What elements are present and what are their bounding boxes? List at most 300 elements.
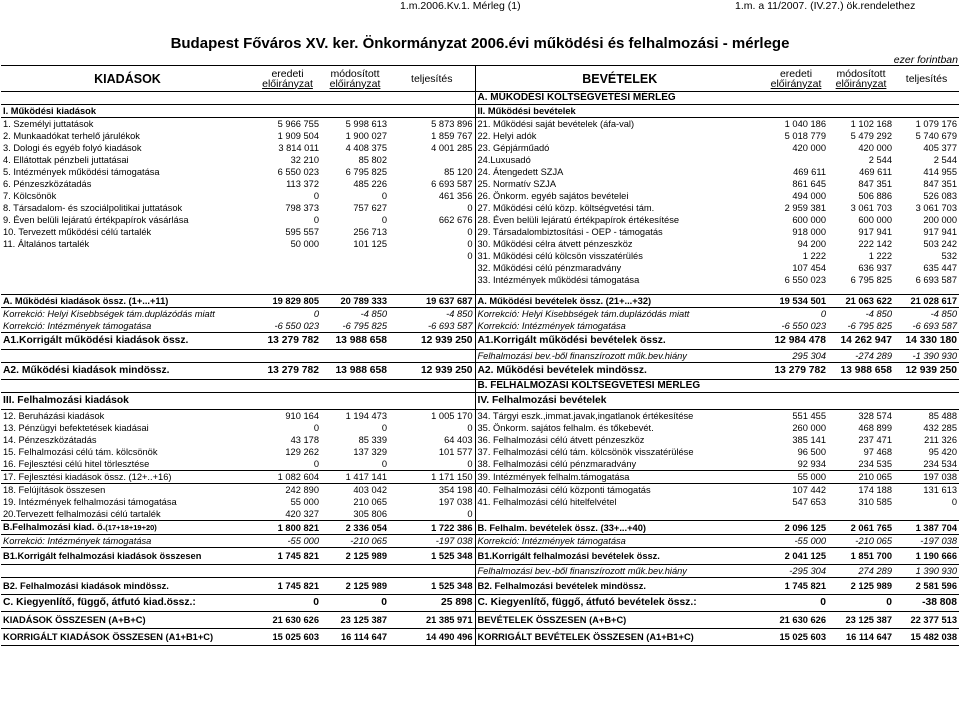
revenue-original: 19 534 501 bbox=[764, 295, 828, 308]
revenue-label: B1.Korrigált felhalmozási bevételek össz. bbox=[475, 548, 764, 565]
expense-actual: 1 005 170 bbox=[431, 411, 473, 421]
table-row bbox=[1, 250, 959, 262]
expense-label: 1. Személyi juttatások bbox=[3, 119, 94, 129]
revenue-actual: 3 061 703 bbox=[915, 203, 957, 213]
expense-modified: 5 998 613 bbox=[345, 119, 387, 129]
revenue-label: 32. Működési célú pénzmaradvány bbox=[475, 262, 764, 274]
spacer-cell bbox=[254, 286, 321, 295]
revenue-label: 35. Önkorm. sajátos felhalm. és tőkebevét. bbox=[475, 422, 764, 434]
expense-label: 14. Pénzeszközátadás bbox=[3, 435, 97, 445]
revenue-actual bbox=[894, 508, 959, 521]
expense-original bbox=[254, 274, 321, 286]
expense-original: 0 bbox=[254, 595, 321, 612]
revenue-original: 2 959 381 bbox=[784, 203, 826, 213]
revenue-original: 96 500 bbox=[797, 447, 826, 457]
revenue-actual: 234 534 bbox=[923, 459, 957, 469]
revenue-original: 260 000 bbox=[792, 423, 826, 433]
revenue-modified: 2 544 bbox=[868, 155, 892, 165]
col-header-actual-rev: teljesítés bbox=[894, 66, 959, 92]
revenue-actual: 85 488 bbox=[928, 411, 957, 421]
expense-label: 20.Tervezett felhalmozási célú tartalék bbox=[3, 509, 161, 519]
revenue-label: 29. Társadalombiztosítási - OEP - támogatás bbox=[475, 226, 764, 238]
revenue-label: 36. Felhalmozási célú átvett pénzeszköz bbox=[475, 434, 764, 446]
revenue-label: Felhalmozási bev.-ből finanszírozott műk.bev.hiány bbox=[475, 565, 764, 578]
revenue-modified: -274 289 bbox=[855, 351, 892, 361]
revenue-actual bbox=[894, 393, 959, 410]
revenue-modified: -6 795 825 bbox=[828, 320, 894, 333]
expense-label: Korrekció: Intézmények támogatása bbox=[1, 535, 254, 548]
expense-original bbox=[254, 105, 321, 118]
revenue-actual: 526 083 bbox=[923, 191, 957, 201]
expense-actual bbox=[389, 350, 475, 363]
revenue-label: II. Működési bevételek bbox=[475, 105, 764, 118]
table-row bbox=[1, 578, 959, 595]
revenue-modified: 917 941 bbox=[858, 227, 892, 237]
expense-actual: 64 403 bbox=[444, 435, 473, 445]
revenue-modified: 274 289 bbox=[828, 565, 894, 578]
balance-table bbox=[1, 65, 959, 646]
revenue-original: 107 442 bbox=[792, 485, 826, 495]
revenue-label: Felhalmozási bev.-ből finanszírozott műk.bev.hiány bbox=[475, 350, 764, 363]
expense-label: A. Működési kiadások össz. (1+...+11) bbox=[1, 295, 254, 308]
expense-modified: 137 329 bbox=[353, 447, 387, 457]
revenue-original: 1 745 821 bbox=[764, 578, 828, 595]
table-row bbox=[1, 629, 959, 646]
table-row bbox=[1, 612, 959, 629]
expense-original: 798 373 bbox=[285, 203, 319, 213]
revenue-modified: 636 937 bbox=[858, 263, 892, 273]
revenue-actual: -38 808 bbox=[894, 595, 959, 612]
expense-label: Korrekció: Helyi Kisebbségek tám.duplázódás miatt bbox=[3, 309, 215, 319]
expense-label: KIADÁSOK ÖSSZESEN (A+B+C) bbox=[1, 612, 254, 629]
expense-original: -6 550 023 bbox=[254, 320, 321, 333]
document-reference: 1.m.2006.Kv.1. Mérleg (1) bbox=[400, 0, 521, 12]
expense-label: 16. Fejlesztési célú hitel törlesztése bbox=[3, 459, 150, 469]
expense-original: 1 745 821 bbox=[254, 578, 321, 595]
expense-label: 19. Intézmények felhalmozási támogatása bbox=[3, 497, 177, 507]
revenue-label: Korrekció: Helyi Kisebbségek tám.duplázódás miatt bbox=[475, 308, 764, 321]
expense-original bbox=[254, 262, 321, 274]
expense-label: 4. Ellátottak pénzbeli juttatásai bbox=[3, 155, 129, 165]
expense-actual: 101 577 bbox=[438, 447, 473, 457]
revenue-original: 547 653 bbox=[792, 497, 826, 507]
expense-modified: 85 339 bbox=[358, 435, 387, 445]
expense-label: A2. Működési kiadások mindössz. bbox=[1, 363, 254, 380]
expense-modified bbox=[321, 105, 389, 118]
table-row bbox=[1, 484, 959, 497]
table-row bbox=[1, 410, 959, 423]
spacer-cell bbox=[475, 286, 764, 295]
page-title: Budapest Főváros XV. ker. Önkormányzat 2006.évi működési és felhalmozási - mérlege bbox=[170, 35, 790, 52]
table-row bbox=[1, 190, 959, 202]
expense-actual: 0 bbox=[467, 459, 473, 469]
revenue-modified: 210 065 bbox=[828, 471, 894, 484]
revenue-label bbox=[475, 508, 764, 521]
expense-actual: 0 bbox=[467, 227, 473, 237]
revenue-label: A1.Korrigált működési bevételek össz. bbox=[475, 333, 764, 350]
expenses-header: KIADÁSOK bbox=[1, 66, 254, 92]
expense-label: 11. Általános tartalék bbox=[3, 239, 90, 249]
revenue-original: 2 041 125 bbox=[764, 548, 828, 565]
expense-modified: 16 114 647 bbox=[321, 629, 389, 646]
expense-label: 9. Éven belüli lejáratú értékpapírok vásárlása bbox=[3, 215, 189, 225]
expense-actual: 19 637 687 bbox=[389, 295, 475, 308]
revenue-label: 23. Gépjárműadó bbox=[475, 142, 764, 154]
expense-modified: 13 988 658 bbox=[321, 333, 389, 350]
revenue-actual: 847 351 bbox=[923, 179, 957, 189]
revenue-modified: 16 114 647 bbox=[828, 629, 894, 646]
expense-actual bbox=[389, 393, 475, 410]
spacer-cell bbox=[389, 286, 475, 295]
revenue-modified: 222 142 bbox=[858, 239, 892, 249]
revenue-actual: 2 544 bbox=[933, 155, 957, 165]
revenue-original: 469 611 bbox=[793, 167, 826, 177]
expense-actual bbox=[389, 565, 475, 578]
revenue-modified: 3 061 703 bbox=[850, 203, 892, 213]
expense-actual: 5 873 896 bbox=[431, 119, 473, 129]
expense-modified: 1 194 473 bbox=[345, 411, 387, 421]
table-row bbox=[1, 535, 959, 548]
col-header-actual: teljesítés bbox=[389, 66, 475, 92]
top-reference-line bbox=[0, 0, 960, 13]
section-spacer bbox=[1, 380, 475, 393]
expense-original: 13 279 782 bbox=[254, 333, 321, 350]
revenue-actual: 1 079 176 bbox=[915, 119, 957, 129]
expense-original: 0 bbox=[313, 215, 319, 225]
revenue-actual: 414 955 bbox=[923, 167, 957, 177]
revenue-modified: 21 063 622 bbox=[828, 295, 894, 308]
revenue-modified: 0 bbox=[828, 595, 894, 612]
revenue-modified: 1 222 bbox=[868, 251, 892, 261]
revenue-original: 92 934 bbox=[797, 459, 826, 469]
expense-actual: 0 bbox=[467, 509, 473, 519]
revenue-modified: 14 262 947 bbox=[828, 333, 894, 350]
table-row bbox=[1, 393, 959, 410]
revenue-label: B2. Felhalmozási bevételek mindössz. bbox=[475, 578, 764, 595]
revenue-actual: 197 038 bbox=[894, 471, 959, 484]
expense-actual: 85 120 bbox=[444, 167, 473, 177]
expense-original: 0 bbox=[313, 191, 319, 201]
expense-modified: 0 bbox=[321, 595, 389, 612]
expense-label: A1.Korrigált működési kiadások össz. bbox=[1, 333, 254, 350]
section-title: A. MŰKÖDÉSI KÖLTSÉGVETÉSI MÉRLEG bbox=[475, 92, 959, 105]
expense-original: 5 966 755 bbox=[277, 119, 319, 129]
expense-original bbox=[254, 565, 321, 578]
expense-actual bbox=[389, 262, 475, 274]
revenue-label: Korrekció: Intézmények támogatása bbox=[475, 535, 764, 548]
expense-modified: -6 795 825 bbox=[321, 320, 389, 333]
expense-label: 3. Dologi és egyéb folyó kiadások bbox=[3, 143, 142, 153]
expense-modified: 1 417 141 bbox=[321, 471, 389, 484]
spacer-cell bbox=[828, 286, 894, 295]
expense-modified: 85 802 bbox=[358, 155, 387, 165]
expense-modified: 2 125 989 bbox=[321, 548, 389, 565]
expense-original: 32 210 bbox=[290, 155, 319, 165]
revenue-actual: -1 390 930 bbox=[912, 351, 957, 361]
expense-label bbox=[1, 262, 254, 274]
expense-label: Korrekció: Intézmények támogatása bbox=[1, 320, 254, 333]
revenue-original: 55 000 bbox=[764, 471, 828, 484]
revenue-actual: 2 581 596 bbox=[894, 578, 959, 595]
section-title-row bbox=[1, 92, 959, 105]
revenue-original: 385 141 bbox=[792, 435, 826, 445]
revenue-actual: -6 693 587 bbox=[894, 320, 959, 333]
table-row bbox=[1, 350, 959, 363]
section-spacer bbox=[1, 92, 475, 105]
revenue-modified: 234 535 bbox=[858, 459, 892, 469]
expense-actual: 12 939 250 bbox=[389, 363, 475, 380]
revenue-label: 27. Működési célú közp. költségvetési tám. bbox=[475, 202, 764, 214]
table-row bbox=[1, 178, 959, 190]
revenue-modified: 174 188 bbox=[858, 485, 892, 495]
revenue-modified: 237 471 bbox=[858, 435, 892, 445]
expense-label: 12. Beruházási kiadások bbox=[3, 411, 105, 421]
revenue-original bbox=[764, 105, 828, 118]
revenue-label: 24. Átengedett SZJA bbox=[475, 166, 764, 178]
expense-label: C. Kiegyenlítő, függő, átfutó kiad.össz.: bbox=[1, 595, 254, 612]
revenue-original: 0 bbox=[820, 309, 826, 319]
revenue-actual: 21 028 617 bbox=[894, 295, 959, 308]
revenue-original: 21 630 626 bbox=[764, 612, 828, 629]
expense-actual: 1 525 348 bbox=[389, 548, 475, 565]
table-row bbox=[1, 274, 959, 286]
revenue-actual bbox=[894, 105, 959, 118]
revenue-actual: -197 038 bbox=[894, 535, 959, 548]
expense-actual: 0 bbox=[467, 251, 473, 261]
revenue-label: 25. Normatív SZJA bbox=[475, 178, 764, 190]
expense-actual: -4 850 bbox=[446, 309, 473, 319]
expense-original: 242 890 bbox=[285, 485, 319, 495]
revenue-actual: 12 939 250 bbox=[894, 363, 959, 380]
revenue-modified bbox=[828, 508, 894, 521]
expense-actual: 14 490 496 bbox=[389, 629, 475, 646]
revenue-modified: 2 061 765 bbox=[828, 521, 894, 535]
expense-actual: 0 bbox=[467, 423, 473, 433]
expense-label: 7. Kölcsönök bbox=[3, 191, 57, 201]
expense-original: 50 000 bbox=[290, 239, 319, 249]
revenue-actual: 1 390 930 bbox=[894, 565, 959, 578]
expense-original: 1 082 604 bbox=[254, 471, 321, 484]
revenue-label: 33. Intézmények működési támogatása bbox=[475, 274, 764, 286]
revenue-actual: 0 bbox=[951, 497, 957, 507]
table-row bbox=[1, 238, 959, 250]
revenue-actual: 6 693 587 bbox=[915, 275, 957, 285]
expense-original: 13 279 782 bbox=[254, 363, 321, 380]
expense-modified bbox=[321, 565, 389, 578]
col-header-original-rev: eredeti előirányzat bbox=[764, 66, 828, 92]
revenue-original: 420 000 bbox=[792, 143, 826, 153]
revenue-actual: 131 613 bbox=[923, 485, 957, 495]
col-header-original: eredeti előirányzat bbox=[254, 66, 321, 92]
expense-original: 15 025 603 bbox=[254, 629, 321, 646]
table-row bbox=[1, 434, 959, 446]
revenue-original: 94 200 bbox=[797, 239, 826, 249]
expense-modified: 101 125 bbox=[353, 239, 387, 249]
table-row bbox=[1, 142, 959, 154]
revenue-original: 295 304 bbox=[792, 351, 826, 361]
expense-original: 420 327 bbox=[285, 509, 319, 519]
expense-modified: 305 806 bbox=[353, 509, 387, 519]
expense-actual bbox=[389, 154, 475, 166]
revenue-original: 107 454 bbox=[792, 263, 826, 273]
revenue-modified: 328 574 bbox=[858, 411, 892, 421]
revenue-original: 12 984 478 bbox=[764, 333, 828, 350]
revenue-original: 13 279 782 bbox=[764, 363, 828, 380]
expense-modified: 485 226 bbox=[353, 179, 387, 189]
expense-original: 0 bbox=[313, 309, 319, 319]
revenue-modified: 1 102 168 bbox=[850, 119, 892, 129]
expense-label bbox=[1, 565, 254, 578]
table-row bbox=[1, 262, 959, 274]
expense-label: KORRIGÁLT KIADÁSOK ÖSSZESEN (A1+B1+C) bbox=[1, 629, 254, 646]
expense-actual: 25 898 bbox=[389, 595, 475, 612]
expense-original: 3 814 011 bbox=[278, 143, 319, 153]
table-row bbox=[1, 595, 959, 612]
expense-original: 0 bbox=[313, 423, 319, 433]
revenue-actual: 432 285 bbox=[923, 423, 957, 433]
expense-actual: 1 722 386 bbox=[389, 521, 475, 535]
revenue-modified: 97 468 bbox=[863, 447, 892, 457]
revenue-actual: 635 447 bbox=[923, 263, 957, 273]
table-row bbox=[1, 214, 959, 226]
table-row bbox=[1, 105, 959, 118]
revenue-original: -295 304 bbox=[764, 565, 828, 578]
revenue-actual: 1 387 704 bbox=[894, 521, 959, 535]
expense-label bbox=[1, 250, 254, 262]
revenue-actual: 200 000 bbox=[923, 215, 957, 225]
table-row bbox=[1, 363, 959, 380]
expense-label: 8. Társadalom- és szociálpolitikai juttatások bbox=[3, 203, 183, 213]
table-row bbox=[1, 422, 959, 434]
table-row bbox=[1, 226, 959, 238]
table-row bbox=[1, 471, 959, 484]
expense-actual: 21 385 971 bbox=[389, 612, 475, 629]
revenue-actual: 503 242 bbox=[923, 239, 957, 249]
revenue-original: 1 040 186 bbox=[784, 119, 826, 129]
revenue-actual: 405 377 bbox=[923, 143, 957, 153]
revenue-actual: 211 326 bbox=[924, 435, 957, 445]
revenue-actual: 917 941 bbox=[923, 227, 957, 237]
revenue-label: A2. Működési bevételek mindössz. bbox=[475, 363, 764, 380]
expense-modified bbox=[321, 274, 389, 286]
revenue-original: 15 025 603 bbox=[764, 629, 828, 646]
table-row bbox=[1, 118, 959, 131]
expense-modified: 6 795 825 bbox=[345, 167, 387, 177]
expense-label bbox=[1, 350, 254, 363]
revenue-modified: 5 479 292 bbox=[850, 131, 892, 141]
revenue-label: Korrekció: Intézmények támogatása bbox=[475, 320, 764, 333]
revenue-label: 24.Luxusadó bbox=[475, 154, 764, 166]
expense-label: B.Felhalmozási kiad. ö.(17+18+19+20) bbox=[1, 521, 254, 535]
revenue-label: 41. Felhalmozási célú hitelfelvétel bbox=[475, 496, 764, 508]
revenue-original: 861 645 bbox=[792, 179, 826, 189]
revenue-actual: 14 330 180 bbox=[894, 333, 959, 350]
table-row bbox=[1, 508, 959, 521]
table-row bbox=[1, 565, 959, 578]
expense-label: 15. Felhalmozási célú tám. kölcsönök bbox=[3, 447, 158, 457]
spacer-cell bbox=[894, 286, 959, 295]
revenue-modified bbox=[828, 105, 894, 118]
revenue-original bbox=[764, 393, 828, 410]
revenue-modified: 23 125 387 bbox=[828, 612, 894, 629]
revenue-original: 5 018 779 bbox=[784, 131, 826, 141]
table-header-row bbox=[1, 66, 959, 92]
revenue-modified bbox=[828, 393, 894, 410]
expense-label: 17. Fejlesztési kiadások össz. (12+..+16) bbox=[1, 471, 254, 484]
expense-actual: 197 038 bbox=[438, 497, 473, 507]
revenue-modified: 469 611 bbox=[859, 167, 892, 177]
expense-label: 13. Pénzügyi befektetések kiadásai bbox=[3, 423, 149, 433]
revenue-label: 37. Felhalmozási célú tám. kölcsönök visszatérülése bbox=[475, 446, 764, 458]
col-header-modified-rev: módosított előirányzat bbox=[828, 66, 894, 92]
revenue-label: 40. Felhalmozási célú központi támogatás bbox=[475, 484, 764, 497]
revenue-modified: 600 000 bbox=[858, 215, 892, 225]
expense-original: 910 164 bbox=[285, 411, 319, 421]
revenue-modified: 2 125 989 bbox=[828, 578, 894, 595]
revenue-original bbox=[764, 508, 828, 521]
table-row bbox=[1, 130, 959, 142]
spacer-row bbox=[1, 286, 959, 295]
revenue-label: 38. Felhalmozási célú pénzmaradvány bbox=[475, 458, 764, 471]
revenue-original: 6 550 023 bbox=[784, 275, 826, 285]
expense-modified: 0 bbox=[381, 215, 387, 225]
revenue-label: IV. Felhalmozási bevételek bbox=[475, 393, 764, 410]
revenue-label: 21. Működési saját bevételek (áfa-val) bbox=[475, 118, 764, 131]
expense-actual: -197 038 bbox=[389, 535, 475, 548]
revenue-label: 34. Tárgyi eszk.,immat.javak,ingatlanok értékesítése bbox=[475, 410, 764, 423]
revenue-label: 30. Működési célra átvett pénzeszköz bbox=[475, 238, 764, 250]
expense-label: 10. Tervezett működési célú tartalék bbox=[3, 227, 152, 237]
expense-modified: 210 065 bbox=[353, 497, 387, 507]
section-title-row bbox=[1, 380, 959, 393]
table-row bbox=[1, 333, 959, 350]
expense-modified bbox=[321, 250, 389, 262]
expense-label: 5. Intézmények működési támogatása bbox=[3, 167, 160, 177]
expense-modified: 23 125 387 bbox=[321, 612, 389, 629]
revenue-modified: -210 065 bbox=[828, 535, 894, 548]
revenue-modified: -4 850 bbox=[865, 309, 892, 319]
expense-original: 6 550 023 bbox=[277, 167, 319, 177]
revenue-original: 494 000 bbox=[792, 191, 826, 201]
table-row bbox=[1, 548, 959, 565]
table-row bbox=[1, 166, 959, 178]
expense-original: 113 372 bbox=[286, 179, 319, 189]
expense-original: 0 bbox=[313, 459, 319, 469]
revenue-actual: 22 377 513 bbox=[894, 612, 959, 629]
expense-original: 43 178 bbox=[290, 435, 319, 445]
expense-actual: 0 bbox=[467, 239, 473, 249]
section-title: B. FELHALMOZÁSI KÖLTSÉGVETÉSI MÉRLEG bbox=[475, 380, 959, 393]
expense-original: 595 557 bbox=[285, 227, 319, 237]
revenues-header: BEVÉTELEK bbox=[475, 66, 764, 92]
revenue-actual: 15 482 038 bbox=[894, 629, 959, 646]
expense-modified: 0 bbox=[381, 423, 387, 433]
expense-actual: 4 001 285 bbox=[431, 143, 473, 153]
expense-label: 6. Pénzeszközátadás bbox=[3, 179, 92, 189]
col-header-modified: módosított előirányzat bbox=[321, 66, 389, 92]
expense-modified: 20 789 333 bbox=[321, 295, 389, 308]
revenue-original: 551 455 bbox=[792, 411, 826, 421]
expense-actual: 354 198 bbox=[438, 485, 473, 495]
table-row bbox=[1, 308, 959, 321]
revenue-label: 26. Önkorm. egyéb sajátos bevételei bbox=[475, 190, 764, 202]
revenue-actual: 532 bbox=[941, 251, 957, 261]
table-row bbox=[1, 458, 959, 471]
expense-modified: 4 408 375 bbox=[345, 143, 387, 153]
revenue-label: 28. Éven belüli lejáratú értékpapírok értékesítése bbox=[475, 214, 764, 226]
revenue-label: 22. Helyi adók bbox=[475, 130, 764, 142]
revenue-original: 2 096 125 bbox=[764, 521, 828, 535]
